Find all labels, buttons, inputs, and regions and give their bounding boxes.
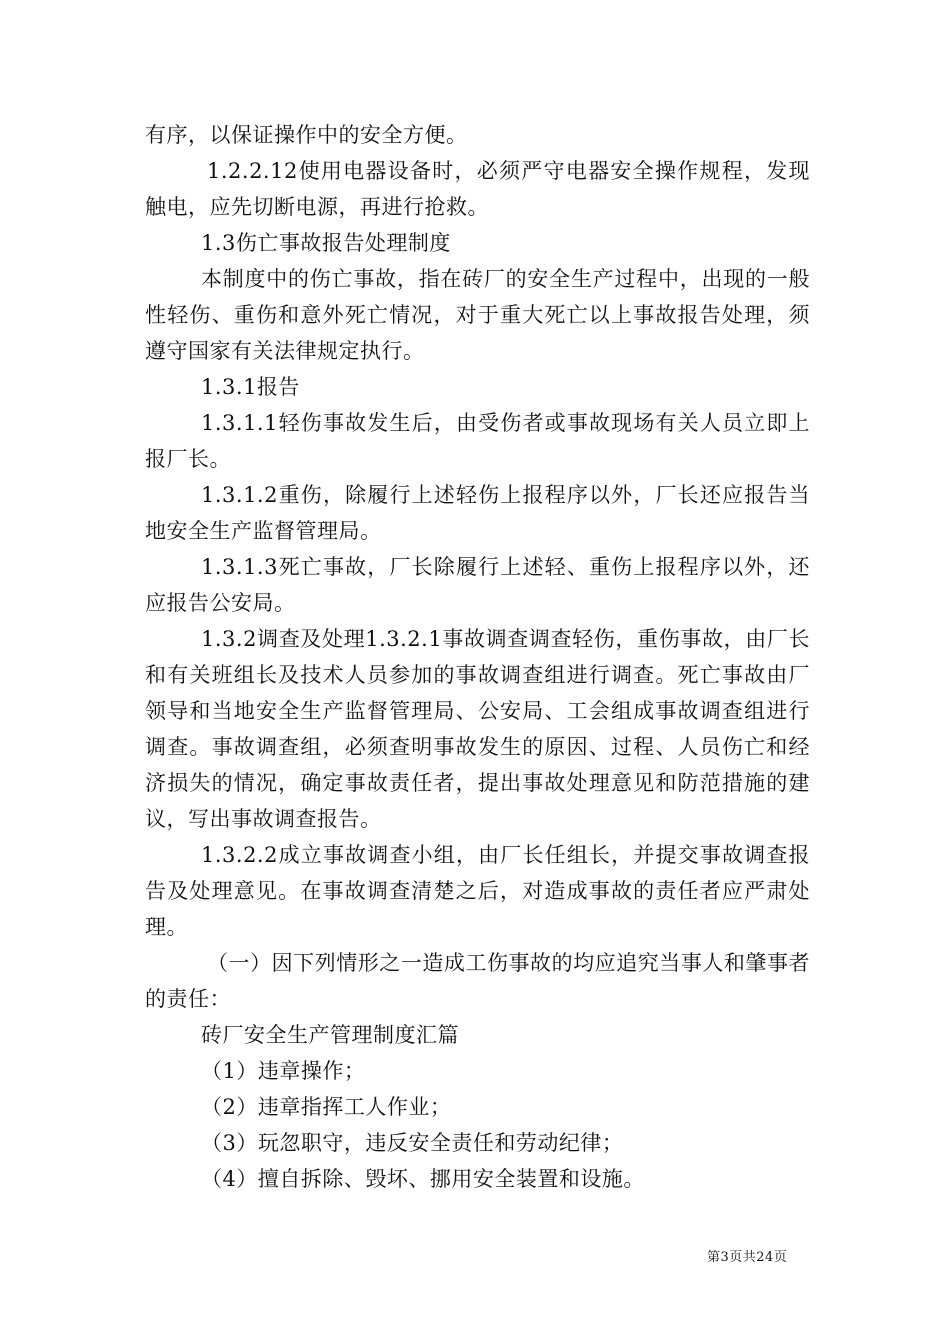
section-heading-1-3-1: 1.3.1报告 <box>201 375 300 399</box>
list-item-4: （4）擅自拆除、毁坏、挪用安全装置和设施。 <box>201 1167 645 1191</box>
list-item-1: （1）违章操作； <box>201 1059 366 1083</box>
paragraph-continuation: 有序，以保证操作中的安全方便。 <box>145 123 468 147</box>
paragraph-1-3-1-2: 1.3.1.2重伤，除履行上述轻伤上报程序以外，厂长还应报告当地安全生产监督管理局。 <box>145 483 810 543</box>
section-heading-1-3: 1.3伤亡事故报告处理制度 <box>201 231 451 255</box>
page-number-footer: 第3页共24页 <box>707 1250 788 1265</box>
paragraph-liability-intro: （一）因下列情形之一造成工伤事故的均应追究当事人和肇事者的责任： <box>145 951 810 1011</box>
paragraph-1-2-2-12: 1.2.2.12使用电器设备时，必须严守电器安全操作规程，发现触电，应先切断电源，再进行抢救。 <box>145 159 810 219</box>
paragraph-collection-title: 砖厂安全生产管理制度汇篇 <box>201 1023 459 1047</box>
paragraph-definition: 本制度中的伤亡事故，指在砖厂的安全生产过程中，出现的一般性轻伤、重伤和意外死亡情况，对于重大死亡以上事故报告处理，须遵守国家有关法律规定执行。 <box>145 267 810 363</box>
paragraph-1-3-2: 1.3.2调查及处理1.3.2.1事故调查调查轻伤，重伤事故，由厂长和有关班组长及技术人员参加的事故调查组进行调查。死亡事故由厂领导和当地安全生产监督管理局、公安局、工会组成事故调查组进行调查。事故调查组，必须查明事故发生的原因、过程、人员伤亡和经济损失的情况，确定事故责任者，提出事故处理意见和防范措施的建议，写出事故调查报告。 <box>145 627 810 831</box>
paragraph-1-3-2-2: 1.3.2.2成立事故调查小组，由厂长任组长，并提交事故调查报告及处理意见。在事故调查清楚之后，对造成事故的责任者应严肃处理。 <box>145 843 810 939</box>
list-item-2: （2）违章指挥工人作业； <box>201 1095 452 1119</box>
document-body <box>145 117 810 1197</box>
paragraph-1-3-1-3: 1.3.1.3死亡事故，厂长除履行上述轻、重伤上报程序以外，还应报告公安局。 <box>145 555 810 615</box>
paragraph-1-3-1-1: 1.3.1.1轻伤事故发生后，由受伤者或事故现场有关人员立即上报厂长。 <box>145 411 810 471</box>
list-item-3: （3）玩忽职守，违反安全责任和劳动纪律； <box>201 1131 624 1155</box>
